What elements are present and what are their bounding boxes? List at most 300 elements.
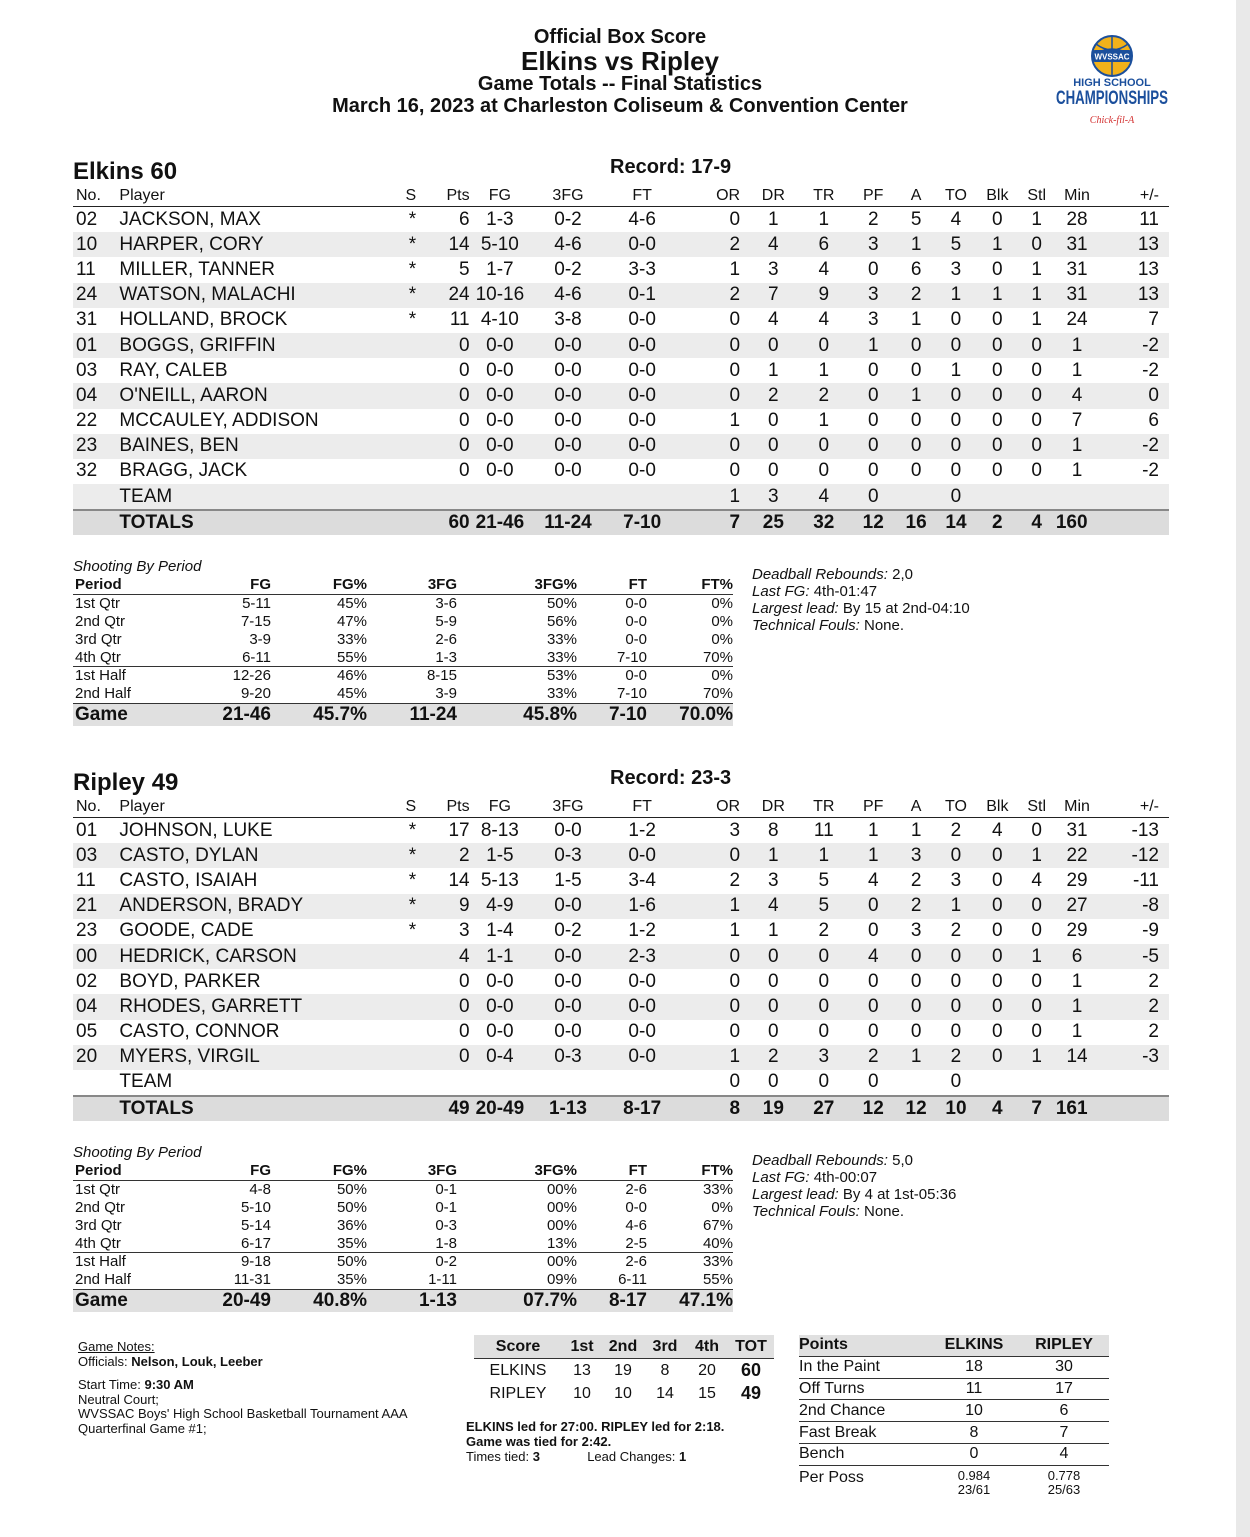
cell-dr: 0: [748, 944, 798, 969]
player-row: [73, 894, 1169, 919]
cell-a: 0: [910, 460, 922, 482]
cell-player: MYERS, VIRGIL: [119, 1045, 361, 1070]
cell-: 13: [1137, 258, 1159, 280]
cell-no: 11: [76, 258, 96, 280]
col-header: Stl: [1018, 186, 1056, 207]
col-header: FG: [470, 186, 531, 207]
cell-to: 0: [935, 843, 977, 868]
cell-to: 0: [950, 410, 962, 432]
elkins-team-title: Elkins 60: [73, 158, 178, 185]
sbp-cell: 2nd Qtr: [75, 612, 126, 630]
total-cell: [362, 1096, 425, 1121]
cell-min: 31: [1066, 258, 1088, 280]
cell-: [1098, 484, 1169, 510]
sbp-cell: 0-0: [577, 666, 647, 684]
cell-min: 1: [1071, 359, 1083, 381]
notes-line-2: WVSSAC Boys' High School Basketball Tournament AAA: [78, 1406, 408, 1421]
cell-3fg: 0-0: [554, 460, 582, 482]
cell-fg: 1-3: [486, 208, 514, 230]
cell-3fg: 4-6: [530, 283, 606, 308]
sbp-cell: 7-15: [240, 612, 271, 630]
cell-no: 10: [73, 232, 119, 257]
cell-fg: [470, 484, 531, 510]
cell-no: 02: [76, 970, 98, 992]
points-cell: RIPLEY: [1019, 1335, 1109, 1356]
cell-pts: 11: [449, 309, 470, 331]
score-cell: 3rd: [644, 1335, 686, 1359]
cell-: 0: [1098, 383, 1169, 408]
col-header: TO: [935, 797, 977, 818]
cell-dr: 2: [748, 1045, 798, 1070]
cell-to: 0: [950, 1021, 962, 1043]
col-header: DR: [748, 797, 798, 818]
sbp-cell: 46%: [271, 666, 367, 684]
sbp-cell: 8-17: [577, 1289, 647, 1312]
col-header: FT: [606, 186, 679, 207]
col-header: TR: [799, 797, 849, 818]
cell-to: 2: [935, 1045, 977, 1070]
score-by-period-table: [474, 1335, 774, 1405]
cell-to: 0: [950, 309, 962, 331]
points-cell: 6: [1019, 1400, 1109, 1422]
cell-pf: 4: [849, 944, 897, 969]
total-cell: 10: [935, 1096, 977, 1121]
cell-s: *: [408, 920, 417, 942]
cell-pf: 4: [867, 869, 879, 891]
cell-pts: 0: [459, 460, 470, 482]
cell-a: 3: [910, 920, 922, 942]
sbp-cell: 47.1%: [647, 1289, 733, 1312]
cell-blk: 0: [992, 869, 1003, 891]
sbp-cell: 40%: [702, 1234, 733, 1252]
sbp-row: [73, 666, 733, 684]
per-poss-label: Per Poss: [799, 1468, 864, 1486]
sbp-cell: 50%: [271, 1252, 367, 1270]
col-header: Blk: [977, 797, 1017, 818]
team-row: [73, 484, 1169, 510]
sbp-cell: 13%: [546, 1234, 577, 1252]
cell-s: [362, 484, 425, 510]
cell-ft: 0-1: [606, 283, 679, 308]
sbp-cell: 0-3: [435, 1216, 457, 1234]
cell-ft: 0-0: [628, 359, 656, 381]
cell-a: 1: [897, 232, 934, 257]
cell-player: ANDERSON, BRADY: [119, 894, 361, 919]
cell-s: [362, 459, 425, 484]
sbp-row: [73, 1216, 733, 1234]
sbp-cell: 0%: [711, 1198, 733, 1216]
sbp-cell: 4th Qtr: [75, 648, 121, 666]
per-poss-elkins: 0.984 23/61: [957, 1467, 991, 1497]
cell-or: 0: [729, 1021, 741, 1043]
total-cell: 4: [977, 1096, 1017, 1121]
cell-stl: 4: [1031, 869, 1042, 891]
cell-tr: 0: [818, 1071, 830, 1093]
sbp-cell: 40.8%: [271, 1289, 367, 1312]
cell-player: BAINES, BEN: [119, 434, 361, 459]
cell-no: 04: [73, 383, 119, 408]
cell-player: TEAM: [119, 484, 361, 510]
score-cell: 10: [614, 1384, 632, 1402]
sbp-cell: 2nd Half: [75, 685, 131, 703]
sbp-cell: 1st Half: [73, 1252, 185, 1270]
cell-pf: 0: [849, 994, 897, 1019]
cell-stl: [1018, 1070, 1056, 1096]
sbp-cell: FT: [577, 576, 647, 594]
sbp-cell: 11-24: [367, 703, 457, 726]
sbp-cell: 00%: [546, 1216, 577, 1234]
cell-min: 14: [1056, 1045, 1098, 1070]
cell-to: 0: [950, 460, 962, 482]
cell-min: 31: [1066, 819, 1088, 841]
player-row: [73, 1020, 1169, 1045]
col-header: No.: [73, 797, 119, 818]
cell-stl: 0: [1018, 333, 1056, 358]
sbp-cell: FT%: [647, 576, 733, 594]
cell-3fg: 0-2: [554, 920, 582, 942]
cell-fg: 0-0: [486, 359, 514, 381]
cell-or: 0: [729, 970, 741, 992]
cell-pf: 0: [849, 894, 897, 919]
cell-tr: 9: [799, 283, 849, 308]
player-row: [73, 868, 1169, 893]
cell-no: 11: [76, 869, 96, 891]
cell-fg: 0-0: [486, 970, 514, 992]
sbp-cell: 1st Qtr: [75, 595, 121, 613]
sbp-cell: 0%: [711, 630, 733, 648]
score-cell: 20: [698, 1361, 716, 1379]
cell-or: 1: [729, 258, 741, 280]
cell-tr: 2: [799, 383, 849, 408]
cell-stl: 0: [1031, 359, 1042, 381]
cell-fg: 0-0: [470, 994, 531, 1019]
cell-player: O'NEILL, AARON: [119, 383, 361, 408]
cell-dr: 4: [748, 894, 798, 919]
cell-s: [362, 969, 425, 994]
totals-row: [73, 510, 1169, 535]
cell-blk: 0: [977, 894, 1017, 919]
lead-info: [466, 1419, 724, 1464]
cell-3fg: 3-8: [554, 309, 582, 331]
cell-to: 1: [950, 359, 962, 381]
cell-or: 0: [729, 460, 741, 482]
total-cell: 7: [1018, 1096, 1056, 1121]
player-row: [73, 818, 1169, 844]
cell-a: 1: [910, 819, 922, 841]
cell-min: 27: [1056, 894, 1098, 919]
cell-a: 0: [897, 994, 934, 1019]
cell-s: *: [408, 819, 417, 841]
per-poss-row: [799, 1465, 1109, 1497]
cell-min: 22: [1056, 843, 1098, 868]
sbp-cell: 5-14: [240, 1216, 271, 1234]
cell-no: 24: [73, 283, 119, 308]
cell-min: 1: [1071, 970, 1083, 992]
cell-fg: 1-4: [486, 920, 514, 942]
cell-player: RHODES, GARRETT: [119, 994, 361, 1019]
sbp-cell: 4-8: [249, 1181, 271, 1199]
cell-3fg: 0-2: [554, 208, 582, 230]
cell-to: 3: [950, 869, 962, 891]
cell-to: 0: [950, 970, 962, 992]
cell-player: GOODE, CADE: [119, 920, 254, 942]
total-cell: 16: [897, 510, 934, 535]
cell-tr: 2: [818, 920, 830, 942]
note-line: Last FG: 4th-01:47: [752, 583, 878, 600]
cell-ft: 1-2: [628, 819, 656, 841]
cell-player: MCCAULEY, ADDISON: [119, 410, 319, 432]
cell-stl: 1: [1018, 944, 1056, 969]
cell-pts: 14: [424, 232, 469, 257]
sbp-cell: 21-46: [185, 703, 271, 726]
cell-3fg: 0-0: [530, 333, 606, 358]
cell-pf: 0: [867, 359, 879, 381]
cell-tr: 4: [799, 484, 849, 510]
cell-no: 21: [73, 894, 119, 919]
total-cell: 14: [935, 510, 977, 535]
cell-min: 24: [1066, 309, 1088, 331]
cell-s: *: [362, 232, 425, 257]
sbp-cell: 0%: [711, 612, 733, 630]
cell-ft: 0-0: [628, 460, 656, 482]
cell-dr: 0: [748, 333, 798, 358]
player-row: [73, 994, 1169, 1019]
cell-to: 0: [935, 333, 977, 358]
cell-ft: 0-0: [628, 410, 656, 432]
cell-player: HARPER, CORY: [119, 232, 361, 257]
player-row: [73, 969, 1169, 994]
cell-s: *: [408, 208, 417, 230]
sbp-cell: 47%: [336, 612, 367, 630]
cell-player: BOGGS, GRIFFIN: [119, 333, 361, 358]
cell-: [1098, 1070, 1169, 1096]
ripley-record: Record: 23-3: [610, 767, 732, 789]
total-cell: 20-49: [470, 1096, 531, 1121]
cell-pf: 0: [849, 434, 897, 459]
cell-pf: 0: [867, 410, 879, 432]
cell-s: [362, 434, 425, 459]
cell-dr: 3: [768, 258, 779, 280]
cell-s: *: [408, 309, 417, 331]
cell-min: 29: [1066, 869, 1088, 891]
cell-pts: 4: [424, 944, 469, 969]
cell-a: 0: [910, 970, 922, 992]
sbp-cell: 36%: [336, 1216, 367, 1234]
sbp-cell: 3-6: [435, 595, 457, 613]
cell-stl: 1: [1031, 309, 1042, 331]
sbp-cell: 50%: [336, 1198, 367, 1216]
score-row: [474, 1359, 774, 1383]
cell-tr: 0: [818, 1021, 830, 1043]
cell-tr: 0: [818, 970, 830, 992]
cell-dr: 0: [768, 460, 779, 482]
cell-pf: 3: [849, 283, 897, 308]
cell-s: [362, 1020, 425, 1045]
sbp-cell: 4-6: [625, 1216, 647, 1234]
cell-a: 2: [897, 283, 934, 308]
col-header: TO: [935, 186, 977, 207]
col-header: OR: [678, 186, 748, 207]
cell-tr: 1: [818, 410, 830, 432]
sbp-cell: 0-0: [625, 630, 647, 648]
cell-or: 0: [678, 333, 748, 358]
cell-blk: 0: [977, 434, 1017, 459]
cell-a: 6: [910, 258, 922, 280]
points-cell: In the Paint: [799, 1356, 929, 1378]
sbp-cell: 45.7%: [271, 703, 367, 726]
sbp-cell: Period: [73, 1162, 185, 1180]
note-line: Last FG: 4th-00:07: [752, 1169, 878, 1186]
col-header: Min: [1056, 797, 1098, 818]
cell-ft: 0-0: [606, 994, 679, 1019]
cell-pts: 0: [424, 1045, 469, 1070]
cell-pf: 0: [849, 383, 897, 408]
cell-dr: 4: [768, 309, 779, 331]
cell-no: 23: [76, 920, 98, 942]
score-cell: RIPLEY: [489, 1384, 547, 1402]
sbp-row: [73, 576, 733, 594]
cell-blk: [977, 1070, 1017, 1096]
col-header: TR: [799, 186, 849, 207]
cell-fg: [470, 1070, 531, 1096]
col-header: PF: [849, 186, 897, 207]
note-line: Largest lead: By 4 at 1st-05:36: [752, 1186, 957, 1203]
col-header: PF: [849, 797, 897, 818]
sbp-cell: 3rd Qtr: [75, 630, 122, 648]
cell-dr: 8: [768, 819, 779, 841]
total-cell: TOTALS: [119, 510, 361, 535]
sbp-cell: 33%: [546, 685, 577, 703]
cell-3fg: [530, 484, 606, 510]
player-row: [73, 944, 1169, 969]
sbp-cell: 0-0: [625, 595, 647, 613]
cell-tr: 5: [818, 869, 830, 891]
score-cell: 19: [614, 1361, 632, 1379]
championships-logo: [1052, 34, 1172, 130]
sbp-cell: 3-9: [435, 685, 457, 703]
cell-pts: 0: [459, 359, 470, 381]
note-line: Technical Fouls: None.: [752, 617, 905, 634]
cell-to: 2: [950, 920, 962, 942]
sbp-cell: 70.0%: [647, 703, 733, 726]
cell-blk: 0: [992, 258, 1003, 280]
points-cell: 2nd Chance: [799, 1400, 929, 1422]
sbp-cell: 3rd Qtr: [75, 1216, 122, 1234]
sbp-cell: FG: [185, 576, 271, 594]
col-header: +/-: [1098, 186, 1169, 207]
col-header: A: [897, 797, 934, 818]
sbp-cell: 00%: [546, 1198, 577, 1216]
total-cell: 25: [748, 510, 798, 535]
cell-dr: 4: [748, 232, 798, 257]
cell-: 2: [1148, 1021, 1159, 1043]
sbp-cell: 45%: [336, 685, 367, 703]
cell-to: 2: [950, 819, 962, 841]
sbp-cell: 8-15: [367, 666, 457, 684]
cell-no: 04: [73, 994, 119, 1019]
game-notes: [78, 1340, 458, 1436]
total-cell: TOTALS: [119, 1096, 361, 1121]
cell-ft: 2-3: [606, 944, 679, 969]
score-cell: 13: [573, 1361, 591, 1379]
cell-stl: 0: [1018, 232, 1056, 257]
cell-3fg: 0-3: [530, 1045, 606, 1070]
cell-3fg: [530, 1070, 606, 1096]
sbp-cell: 9-20: [240, 685, 271, 703]
total-cell: 27: [799, 1096, 849, 1121]
cell-player: CASTO, DYLAN: [119, 843, 361, 868]
cell-min: 1: [1056, 333, 1098, 358]
ripley-team-title: Ripley 49: [73, 769, 179, 796]
cell-no: 02: [76, 208, 98, 230]
cell-pts: 9: [424, 894, 469, 919]
start-time-line: Start Time: 9:30 AM: [78, 1377, 194, 1392]
score-cell: 14: [656, 1384, 674, 1402]
sbp-cell: 2-5: [625, 1234, 647, 1252]
col-header: Min: [1056, 186, 1098, 207]
cell-no: 22: [76, 410, 98, 432]
logo-championships: CHAMPIONSHIPS: [1056, 88, 1168, 109]
lead-line-3: Times tied: 3 Lead Changes: 1: [466, 1449, 687, 1464]
cell-fg: 1-1: [470, 944, 531, 969]
note-line: Largest lead: By 15 at 2nd-04:10: [752, 600, 970, 617]
cell-fg: 0-0: [470, 333, 531, 358]
cell-3fg: 0-0: [554, 819, 582, 841]
cell-fg: 0-0: [486, 1021, 514, 1043]
sbp-cell: Game: [73, 1289, 185, 1312]
cell-s: [362, 383, 425, 408]
cell-: 11: [1139, 208, 1159, 230]
sbp-row: [73, 1162, 733, 1180]
points-cell: ELKINS: [929, 1335, 1019, 1356]
cell-player: WATSON, MALACHI: [119, 283, 361, 308]
player-row: [73, 434, 1169, 459]
game-notes-title: Game Notes:: [78, 1339, 155, 1354]
cell-or: 1: [678, 1045, 748, 1070]
sbp-row: [73, 594, 733, 612]
sbp-cell: 1-8: [435, 1234, 457, 1252]
sbp-cell: 3-9: [249, 630, 271, 648]
cell-blk: [977, 484, 1017, 510]
total-cell: [1098, 510, 1169, 535]
cell-tr: 1: [799, 843, 849, 868]
sbp-cell: 1st Half: [73, 666, 185, 684]
cell-pf: 0: [867, 460, 879, 482]
sbp-cell: 7-10: [616, 685, 647, 703]
score-cell: 4th: [686, 1335, 728, 1359]
cell-blk: 0: [977, 333, 1017, 358]
elkins-sbp-title: Shooting By Period: [73, 558, 202, 575]
cell-or: 0: [729, 309, 741, 331]
col-header: OR: [678, 797, 748, 818]
cell-pf: 0: [867, 1021, 879, 1043]
cell-s: *: [408, 869, 417, 891]
cell-: -9: [1142, 920, 1159, 942]
cell-to: 4: [950, 208, 962, 230]
cell-a: 3: [897, 843, 934, 868]
sbp-cell: 2-6: [625, 1181, 647, 1199]
points-cell: Points: [799, 1335, 929, 1356]
score-cell: ELKINS: [489, 1361, 547, 1379]
cell-min: 1: [1056, 434, 1098, 459]
sbp-cell: 33%: [336, 630, 367, 648]
cell-ft: 0-0: [606, 1045, 679, 1070]
total-cell: 21-46: [470, 510, 531, 535]
cell-pts: [424, 1070, 469, 1096]
doc-title: Official Box Score: [533, 26, 707, 48]
player-row: [73, 257, 1169, 282]
cell-3fg: 0-0: [554, 410, 582, 432]
